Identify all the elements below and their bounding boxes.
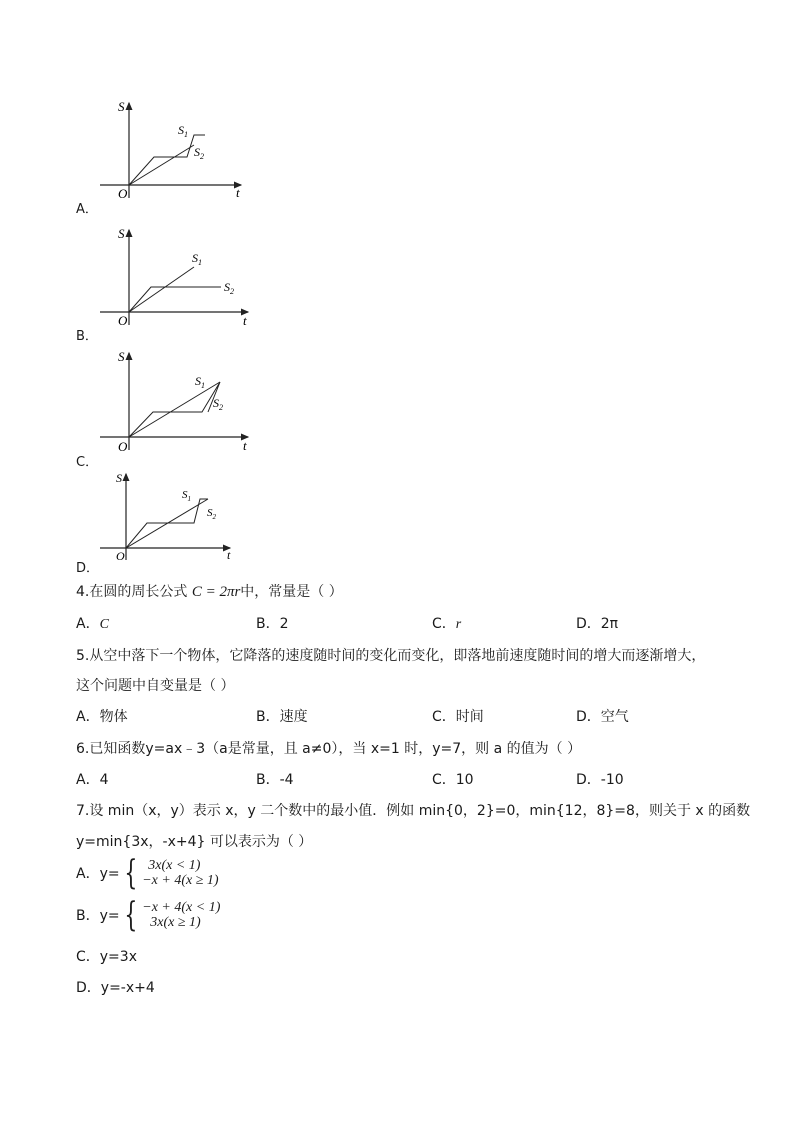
- axis-s-label: S: [118, 226, 125, 241]
- q5-option-a: A．物体: [76, 709, 128, 725]
- axis-t-label: t: [236, 185, 240, 200]
- q3-graph-a: [96, 95, 256, 205]
- q6-option-a: A．4: [76, 772, 109, 788]
- q7-stem-line1: 7.设 min（x，y）表示 x，y 二个数中的最小值．例如 min{0，2}=0，min{12，8}=8，则关于 x 的函数: [76, 803, 751, 819]
- q5-option-d: D．空气: [576, 709, 629, 725]
- q5-stem-line2: 这个问题中自变量是（ ）: [76, 678, 235, 694]
- q7-option-a: [76, 853, 219, 893]
- s2-label: $S_2$: [194, 145, 204, 161]
- s1-label: $S_1$: [182, 489, 191, 503]
- s2-label: $S_2$: [207, 507, 216, 521]
- origin-label: O: [118, 186, 128, 201]
- q6-option-c: C．10: [432, 772, 474, 788]
- axis-t-label: t: [227, 548, 231, 562]
- axis-s-label: S: [116, 471, 122, 485]
- s1-line: [129, 145, 194, 185]
- q3-graph-c: [96, 345, 261, 455]
- q4-formula: C = 2πr: [191, 584, 241, 600]
- brace-icon: {: [123, 853, 137, 893]
- axis-t-label: t: [243, 438, 247, 453]
- q5-option-b: B．速度: [256, 709, 308, 725]
- q6-option-d: D．-10: [576, 772, 624, 788]
- s1-line: [129, 267, 194, 312]
- q7-option-c: C．y=3x: [76, 949, 137, 965]
- piecewise-cases: 3x(x < 1) −x + 4(x ≥ 1): [142, 858, 219, 888]
- axis-t-label: t: [243, 313, 247, 328]
- q7-option-a-prefix: A．y=: [76, 866, 120, 882]
- q3-option-a-label: A．: [76, 202, 98, 217]
- q3-option-d-label: D．: [76, 561, 100, 576]
- origin-label: O: [118, 439, 128, 454]
- q6-option-b: B．-4: [256, 772, 294, 788]
- s1-label: $S_1$: [195, 374, 205, 390]
- q7-stem-line2: y=min{3x，-x+4} 可以表示为（ ）: [76, 834, 313, 850]
- q3-option-c-label: C．: [76, 455, 99, 470]
- q5-stem-line1: 5.从空中落下一个物体，它降落的速度随时间的变化而变化，即落地前速度随时间的增大而逐渐增大，: [76, 648, 706, 664]
- q3-graph-d: [96, 468, 246, 568]
- q7-option-b: [76, 895, 221, 935]
- q5-option-c: C．时间: [432, 709, 484, 725]
- q4-option-a: A．C: [76, 616, 109, 632]
- q4-stem: [76, 581, 343, 601]
- q4-option-d: D．2π: [576, 616, 619, 632]
- s2-label: $S_2$: [213, 396, 223, 412]
- s1-label: $S_1$: [192, 251, 202, 267]
- q6-stem: 6.已知函数y=ax﹣3（a是常量，且 a≠0），当 x=1 时，y=7，则 a 的值为（ ）: [76, 741, 582, 757]
- s1-line: [129, 382, 220, 437]
- q7-option-d: D．y=-x+4: [76, 980, 155, 996]
- q4-option-c: C．r: [432, 616, 462, 632]
- axis-s-label: S: [118, 99, 125, 114]
- q4-prefix: 4.在圆的周长公式: [76, 584, 192, 600]
- s2-line: [129, 287, 221, 312]
- q3-graph-b: [96, 222, 261, 332]
- q4-option-b: B．2: [256, 616, 289, 632]
- axis-s-label: S: [118, 349, 125, 364]
- q7-option-b-prefix: B．y=: [76, 908, 120, 924]
- q3-option-b-label: B．: [76, 329, 98, 344]
- s2-label: $S_2$: [224, 280, 234, 296]
- q4-suffix: 中，常量是（ ）: [240, 584, 343, 600]
- origin-label: O: [118, 313, 128, 328]
- s1-label: $S_1$: [178, 123, 188, 139]
- brace-icon: {: [123, 895, 137, 935]
- piecewise-cases: −x + 4(x < 1) 3x(x ≥ 1): [142, 900, 221, 930]
- origin-label: O: [116, 549, 125, 563]
